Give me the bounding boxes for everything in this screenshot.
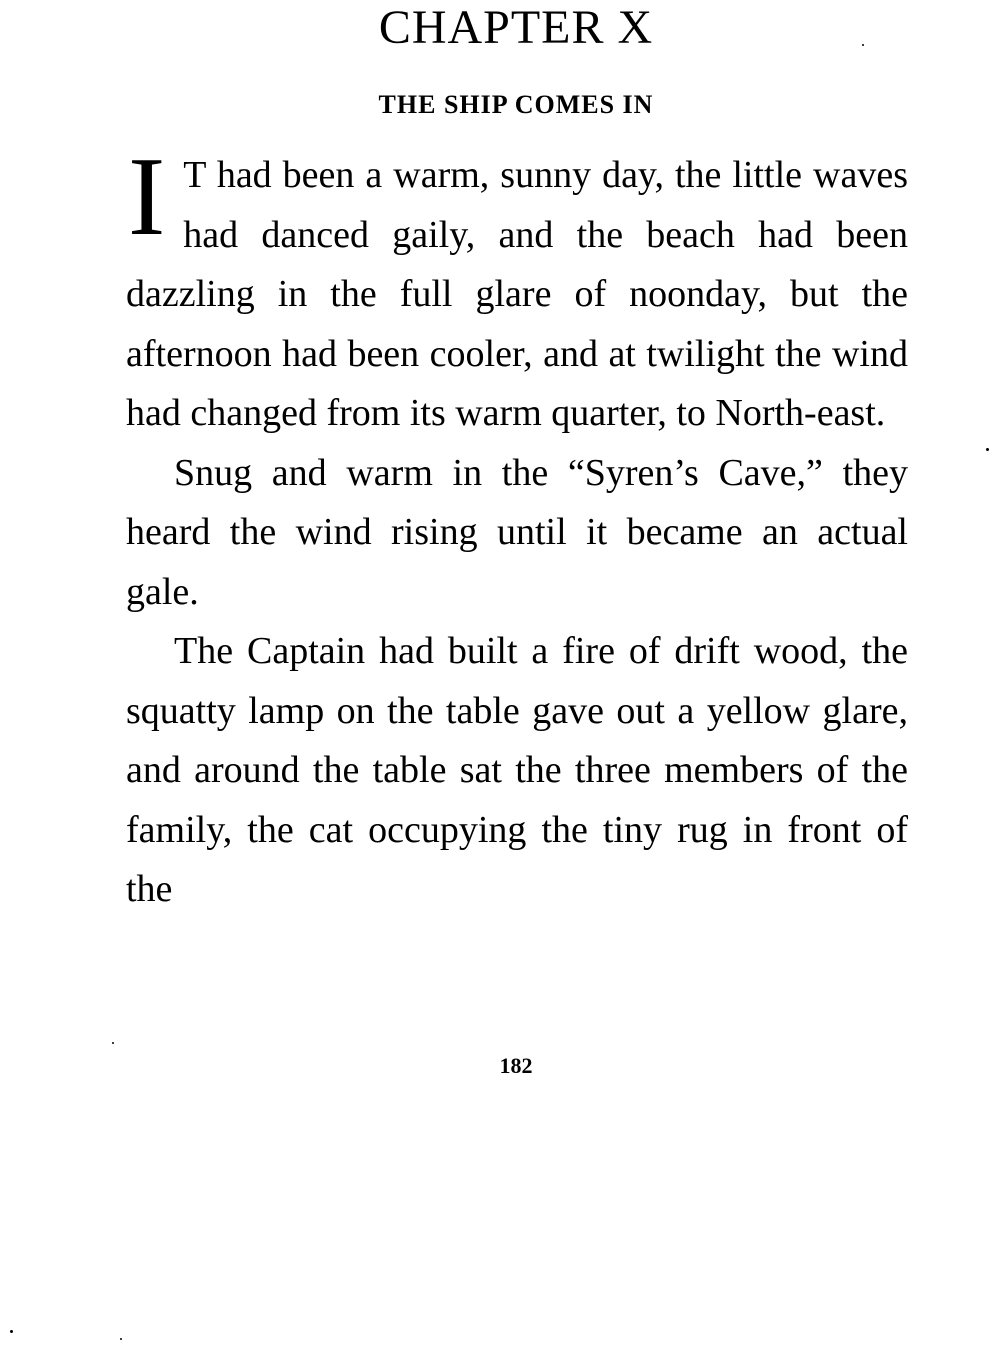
paragraph-2: Snug and warm in the “Syren’s Cave,” they heard the wind rising until it became an actual gale. (126, 451, 908, 613)
paragraph-1 (126, 135, 908, 444)
chapter-subtitle: THE SHIP COMES IN (378, 90, 654, 119)
drop-cap: I (128, 135, 166, 259)
scan-speck (112, 1042, 114, 1044)
scan-speck (120, 1338, 122, 1340)
scan-speck (10, 1330, 13, 1333)
paragraph-1-text: T had been a warm, sunny day, the little waves had danced gaily, and the beach had been dazzling in the full glare of noonday, but the afternoon had been cooler, and at twilight the wind had changed from its warm quarter, to North-east. (126, 154, 908, 434)
chapter-body (126, 135, 908, 920)
chapter-heading: CHAPTER X (378, 1, 654, 54)
paragraph-3: The Captain had built a fire of drift wood, the squatty lamp on the table gave out a yellow glare, and around the table sat the three members of the family, the cat occupying the tiny rug in front of the (126, 630, 908, 910)
scan-speck (862, 44, 864, 46)
scan-speck (986, 448, 989, 451)
page-number: 182 (499, 1053, 533, 1078)
